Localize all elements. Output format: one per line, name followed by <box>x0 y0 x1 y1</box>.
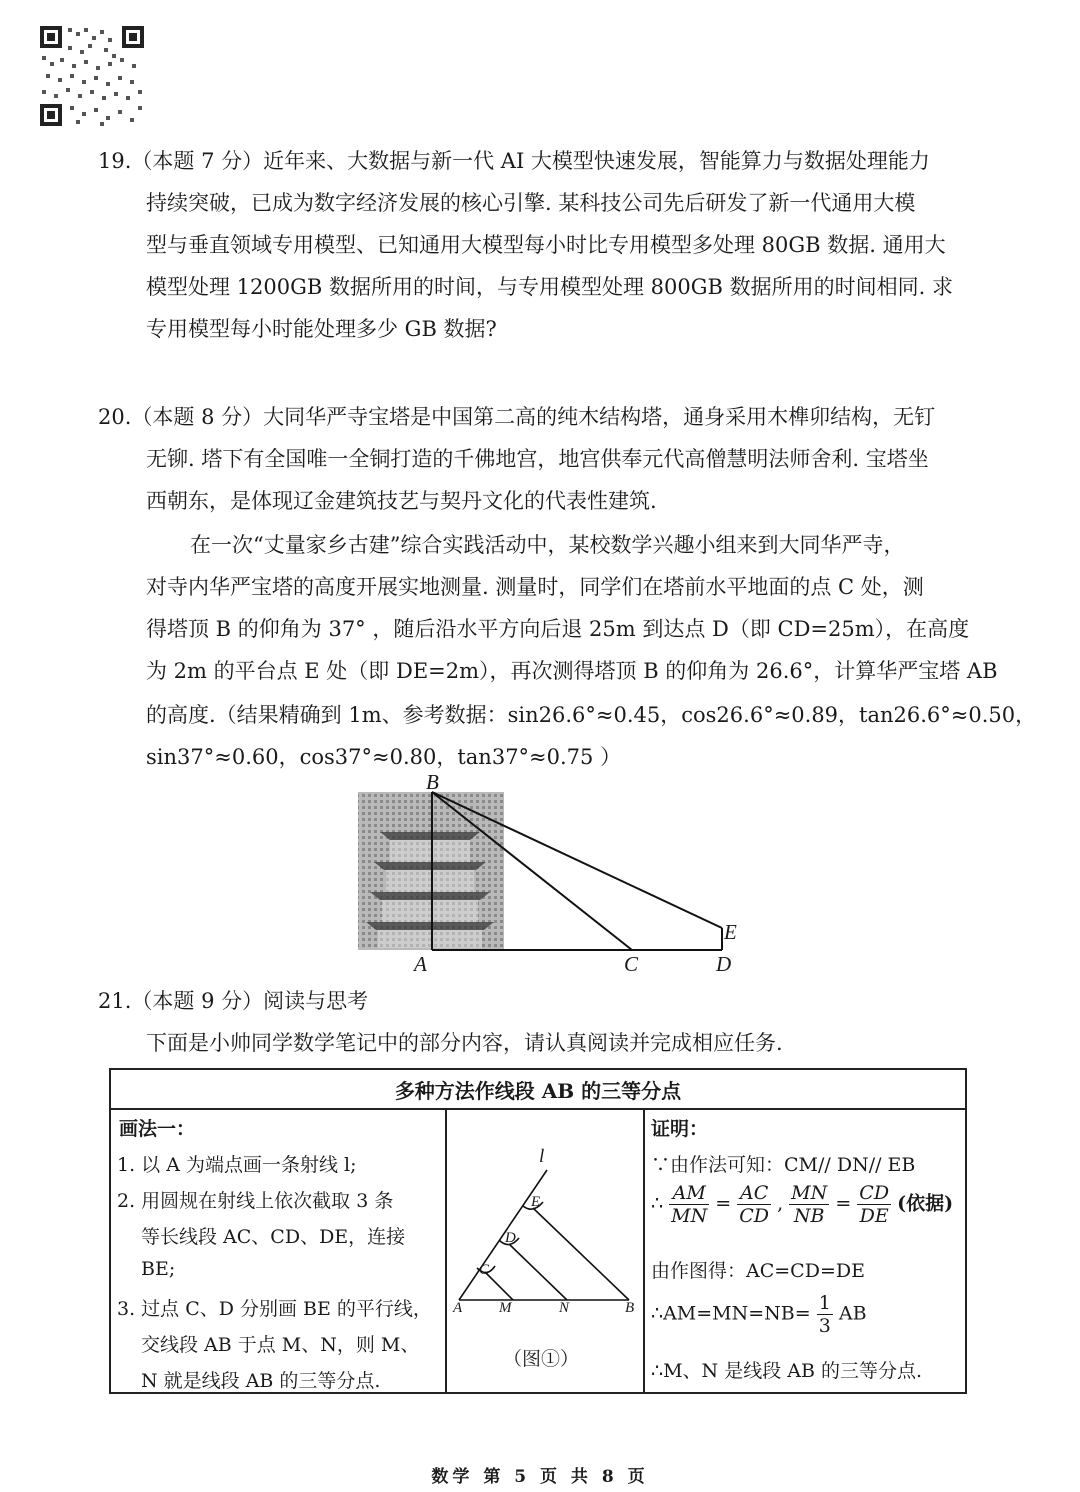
comma: , <box>777 1192 784 1215</box>
q20-line-4: 在一次“丈量家乡古建”综合实践活动中，某校数学兴趣小组来到大同华严寺， <box>190 533 905 557</box>
q19-line-2: 持续突破，已成为数字经济发展的核心引擎. 某科技公司先后研发了新一代通用大模 <box>146 191 916 215</box>
method-line-7: N 就是线段 AB 的三等分点. <box>141 1370 381 1392</box>
q20-line-3: 西朝东，是体现辽金建筑技艺与契丹文化的代表性建筑. <box>146 489 657 513</box>
proof-line-1: ∵由作法可知：CM// DN// EB <box>651 1154 916 1176</box>
method-line-6: 交线段 AB 于点 M、N，则 M、 <box>141 1334 420 1356</box>
page-footer: 数学 第 5 页 共 8 页 <box>431 1467 649 1487</box>
fraction-mn-nb: $\frac{MN}{NB}$ <box>791 1182 828 1227</box>
q19-line-3: 型与垂直领域专用模型、已知通用大模型每小时比专用模型多处理 80GB 数据. 通用大 <box>146 233 946 257</box>
proof-line-3: 由作图得：AC=CD=DE <box>651 1260 865 1282</box>
q19-line-5: 专用模型每小时能处理多少 GB 数据? <box>146 317 497 341</box>
diag-label-B: B <box>625 1300 635 1316</box>
diag-label-N: N <box>559 1300 570 1316</box>
basis-label: (依据) <box>897 1192 954 1215</box>
diagram-cell <box>446 1109 644 1393</box>
diag-label-l: l <box>539 1146 545 1167</box>
fraction-one-third: $\frac{1}{3}$ <box>818 1292 831 1337</box>
method-line-3: 等长线段 AC、CD、DE，连接 <box>141 1226 406 1248</box>
q20-line-7: 为 2m 的平台点 E 处（即 DE=2m），再次测得塔顶 B 的仰角为 26.6°，计算华严宝塔 AB <box>146 659 998 683</box>
diagram-caption: （图①） <box>503 1348 580 1370</box>
q20-line-2: 无铆. 塔下有全国唯一全铜打造的千佛地宫，地宫供奉元代高僧慧明法师舍利. 宝塔坐 <box>146 447 929 471</box>
method-heading: 画法一： <box>119 1118 196 1140</box>
pagoda-diagram <box>350 770 750 980</box>
pagoda-figure <box>350 770 750 980</box>
method-line-1: 1. 以 A 为端点画一条射线 l; <box>117 1154 357 1176</box>
proof-line-4-pre: ∴AM=MN=NB= <box>651 1302 811 1325</box>
proof-line-2 <box>651 1182 953 1227</box>
label-C: C <box>624 952 639 976</box>
q20-line-5: 对寺内华严宝塔的高度开展实地测量. 测量时，同学们在塔前水平地面的点 C 处，测 <box>146 575 924 599</box>
q19-line-1: 19.（本题 7 分）近年来、大数据与新一代 AI 大模型快速发展，智能算力与数据处理能力 <box>98 149 930 173</box>
diag-label-C: C <box>479 1262 490 1278</box>
diag-label-E: E <box>531 1194 541 1210</box>
q21-line-2: 下面是小帅同学数学笔记中的部分内容，请认真阅读并完成相应任务. <box>146 1031 783 1055</box>
method-line-2: 2. 用圆规在射线上依次截取 3 条 <box>117 1190 394 1212</box>
notes-table <box>109 1068 967 1394</box>
qr-code <box>38 24 146 128</box>
fraction-am-mn: $\frac{AM}{MN}$ <box>671 1182 708 1227</box>
table-title: 多种方法作线段 AB 的三等分点 <box>110 1069 966 1109</box>
proof-line-4-post: AB <box>838 1302 867 1325</box>
label-D: D <box>716 952 732 976</box>
method-cell <box>110 1109 446 1393</box>
q20-line-9: sin37°≈0.60，cos37°≈0.80，tan37°≈0.75 ） <box>146 745 622 769</box>
proof-line-4 <box>651 1292 867 1337</box>
equals-1: = <box>715 1192 732 1215</box>
method-line-4: BE; <box>141 1258 176 1280</box>
diag-label-M: M <box>499 1300 512 1316</box>
proof-line-5: ∴M、N 是线段 AB 的三等分点. <box>651 1360 923 1382</box>
fraction-cd-de: $\frac{CD}{DE}$ <box>859 1182 890 1227</box>
fraction-ac-cd: $\frac{AC}{CD}$ <box>739 1182 770 1227</box>
q19-line-4: 模型处理 1200GB 数据所用的时间，与专用模型处理 800GB 数据所用的时间相同. 求 <box>146 275 953 299</box>
therefore-symbol: ∴ <box>651 1192 664 1215</box>
q21-line-1: 21.（本题 9 分）阅读与思考 <box>98 989 369 1013</box>
proof-heading: 证明： <box>651 1118 709 1140</box>
q20-line-6: 得塔顶 B 的仰角为 37° ，随后沿水平方向后退 25m 到达点 D（即 CD=25m），在高度 <box>146 617 970 641</box>
label-A: A <box>414 952 427 976</box>
diag-label-A: A <box>453 1300 463 1316</box>
method-line-5: 3. 过点 C、D 分别画 BE 的平行线， <box>117 1298 432 1320</box>
q20-line-8: 的高度.（结果精确到 1m、参考数据：sin26.6°≈0.45，cos26.6°≈0.89，tan26.6°≈0.50， <box>146 703 1037 727</box>
diag-label-D: D <box>505 1230 516 1246</box>
equals-2: = <box>835 1192 852 1215</box>
proof-cell <box>644 1109 966 1393</box>
label-B: B <box>426 770 439 794</box>
q20-line-1: 20.（本题 8 分）大同华严寺宝塔是中国第二高的纯木结构塔，通身采用木榫卯结构，无钉 <box>98 405 936 429</box>
label-E: E <box>724 920 737 944</box>
